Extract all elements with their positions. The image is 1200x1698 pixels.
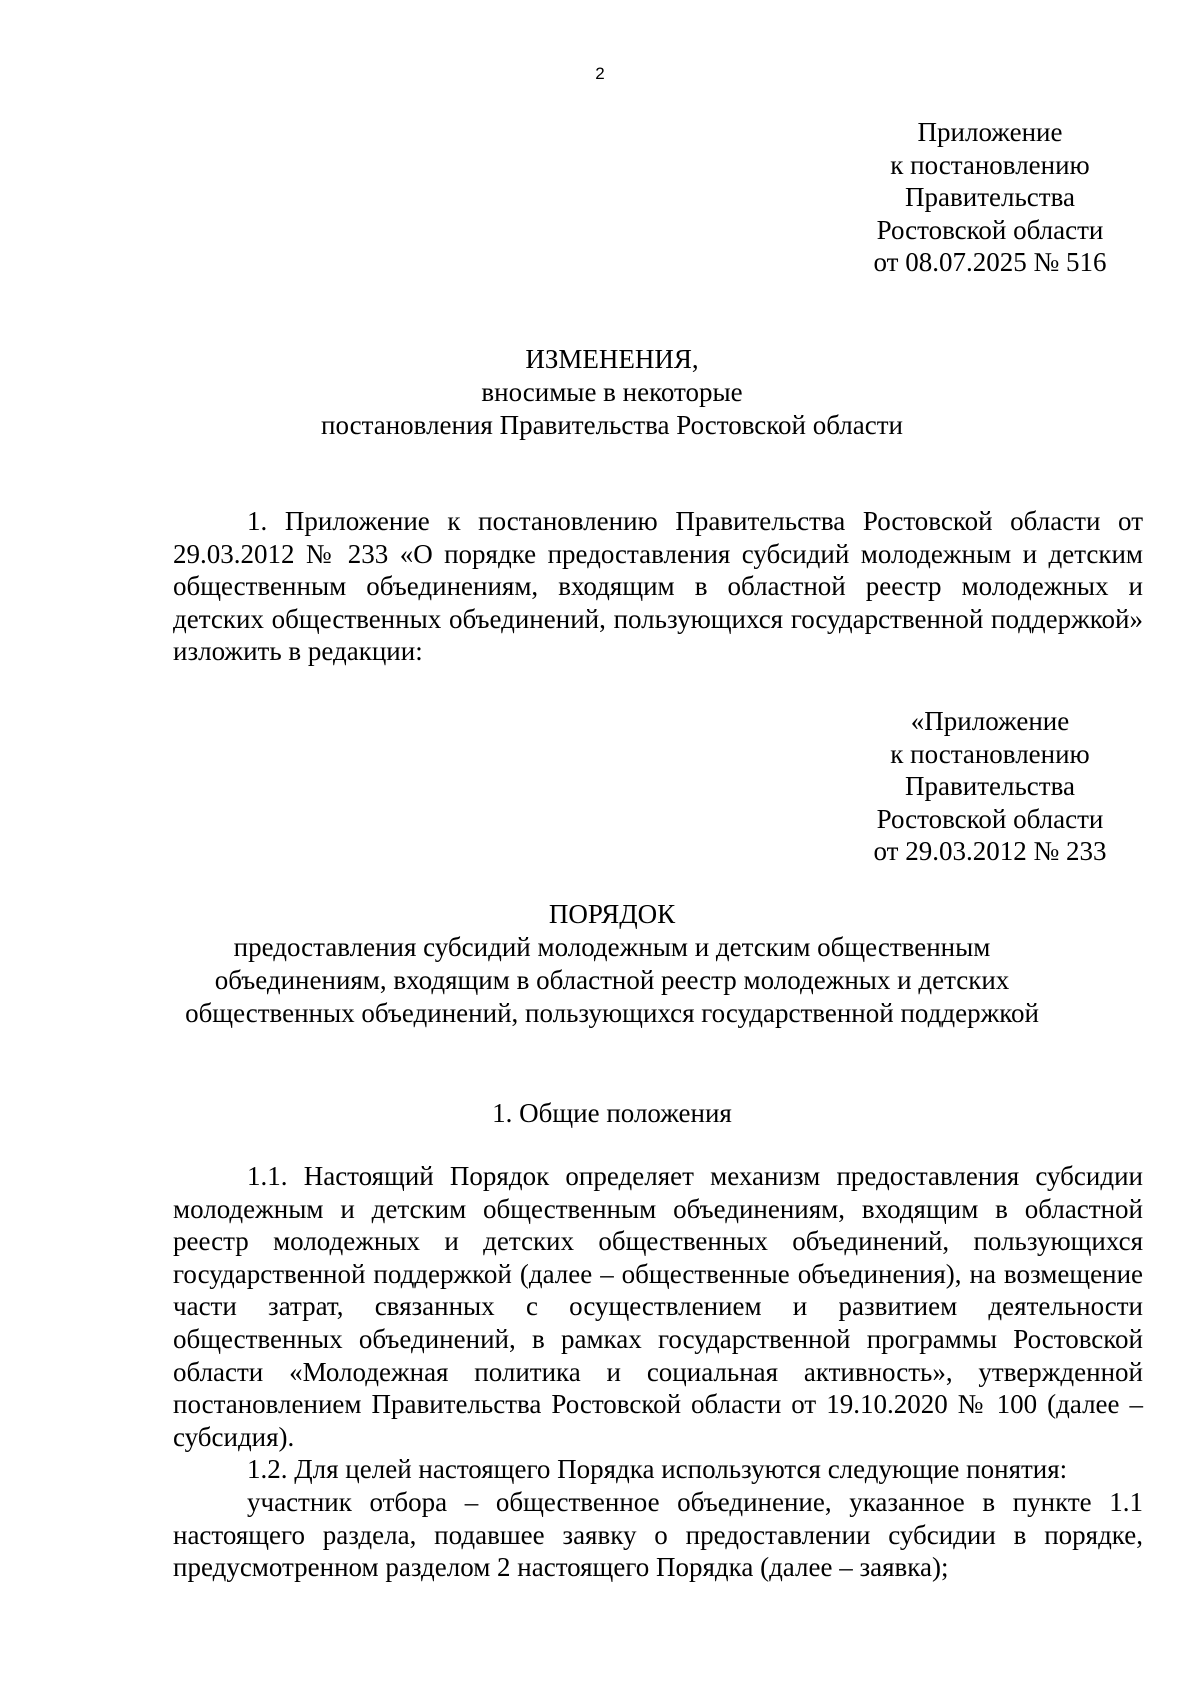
procedure-title-line: ПОРЯДОК (548, 899, 676, 929)
title-line: ИЗМЕНЕНИЯ, (525, 344, 699, 374)
subtitle-line: вносимые в некоторые (481, 377, 743, 407)
annex-line: Ростовской области (876, 803, 1104, 834)
annex-line: к постановлению (890, 738, 1090, 769)
annex-date-number: от 08.07.2025 № 516 (873, 247, 1107, 277)
annex-line: Правительства (905, 182, 1075, 212)
paragraph-1-2: 1.2. Для целей настоящего Порядка используются следующие понятия: (247, 1454, 1068, 1485)
section-1-title (12, 1097, 1200, 1130)
annex-line: Приложение (917, 117, 1063, 147)
item-1-paragraph: 1. Приложение к постановлению Правительства Ростовской области от 29.03.2012 № 233 «О порядке предоставления субсидий молодежным и детским общественным объединениям, входящим в областной реестр молодежных и детских общественных объединений, пользующихся государственной поддержкой» изложить в редакции: (173, 506, 1143, 667)
document-title (12, 343, 1200, 442)
annex-line: Правительства (905, 771, 1075, 801)
paragraph-1-1: 1.1. Настоящий Порядок определяет механизм предоставления субсидии молодежным и детским общественным объединениям, входящим в областной реестр молодежных и детских общественных объединений, пользующихся государственной поддержкой (далее – общественные объединения), на возмещение части затрат, связанных с осуществлением и развитием деятельности общественных объединений, в рамках государственной программы Ростовской области «Молодежная политика и социальная активность», утвержденной постановлением Правительства Ростовской области от 19.10.2020 № 100 (далее – субсидия). (173, 1161, 1143, 1452)
inner-annex-header (840, 705, 1140, 868)
item-1-block (173, 505, 1143, 668)
annex-line: Ростовской области (876, 214, 1104, 245)
annex-header (840, 116, 1140, 279)
procedure-subtitle-line: общественных объединений, пользующихся государственной поддержкой (185, 998, 1039, 1028)
page-number: 2 (595, 64, 605, 83)
annex-line: «Приложение (910, 706, 1070, 736)
procedure-subtitle-line: объединениям, входящим в областной реестр молодежных и детских (214, 965, 1010, 995)
annex-line: к постановлению (890, 149, 1090, 180)
paragraph-definition: участник отбора – общественное объединение, указанное в пункте 1.1 настоящего раздела, подавшее заявку о предоставлении субсидии в порядке, предусмотренном разделом 2 настоящего Порядка (далее – заявка); (173, 1486, 1143, 1583)
procedure-title (12, 898, 1200, 1030)
section-1-body (173, 1160, 1143, 1584)
section-title-text: 1. Общие положения (492, 1098, 732, 1128)
subtitle-line: постановления Правительства Ростовской области (321, 410, 903, 440)
annex-date-number: от 29.03.2012 № 233 (873, 836, 1107, 866)
procedure-subtitle-line: предоставления субсидий молодежным и детским общественным (233, 932, 991, 962)
